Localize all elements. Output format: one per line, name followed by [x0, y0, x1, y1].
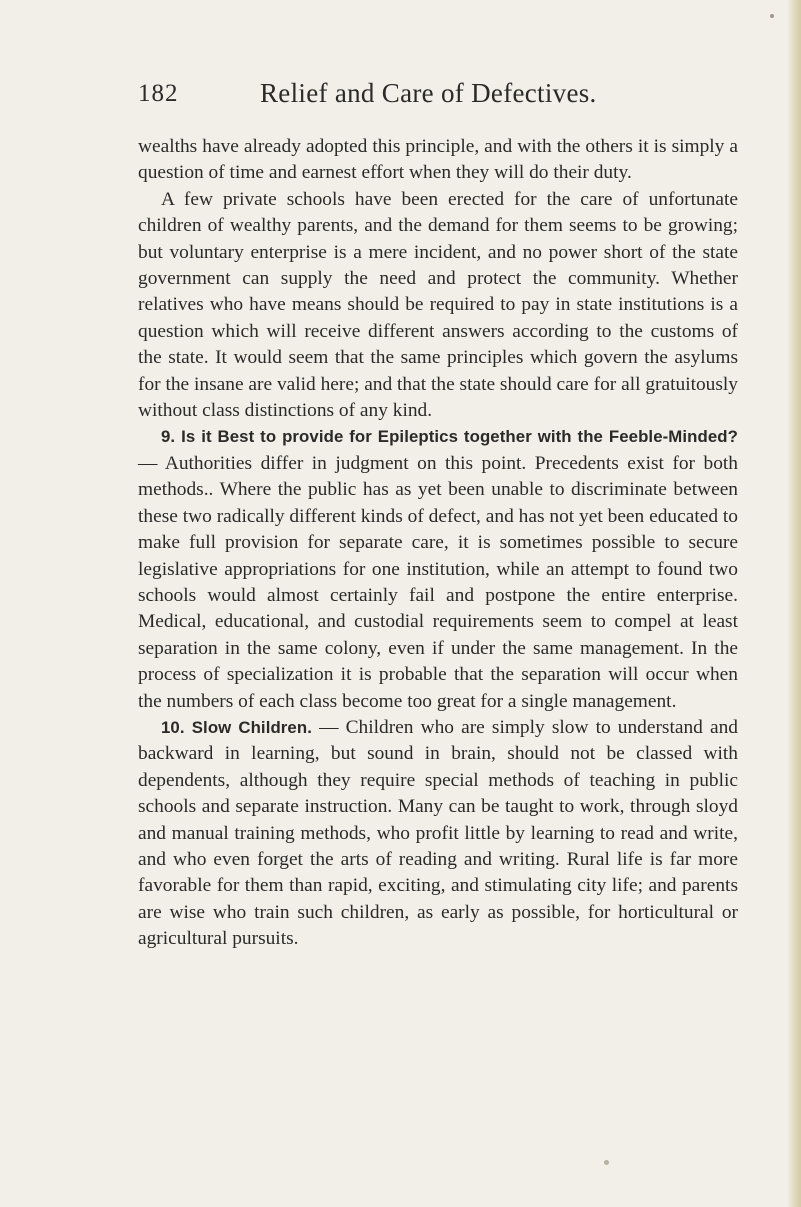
page-edge-shadow [787, 0, 801, 1207]
page-number: 182 [138, 80, 179, 107]
section-9-heading: Is it Best to provide for Epileptics together with the Feeble-Minded? [181, 427, 738, 447]
section-9-number: 9. [161, 427, 176, 447]
running-title: Relief and Care of Defectives. [260, 78, 597, 108]
section-9-text: — Authorities differ in judgment on this point. Precedents exist for both methods.. Where the public has as yet been unable to discriminate between these two radically different kinds of defect, and has not yet been educated to make full provision for separate care, it is sometimes possible to secure legislative appropriations for one institution, while an attempt to found two schools would almost certainly fail and postpone the entire enterprise. Medical, educational, and custodial requirements seem to compel at least separation in the same colony, even if under the same management. In the process of specialization it is probable that the separation will occur when the numbers of each class become too great for a single management. [138, 452, 738, 712]
section-10-number: 10. [161, 717, 185, 737]
page-header [138, 80, 738, 116]
body-text [138, 134, 738, 953]
paper-speck [770, 14, 774, 18]
section-10 [138, 715, 738, 953]
section-9 [138, 424, 738, 714]
section-10-heading: Slow Children. [191, 717, 312, 737]
section-10-text: — Children who are simply slow to understand and backward in learning, but sound in brain, should not be classed with dependents, although they require special methods of teaching in public schools and separate instruction. Many can be taught to work, through sloyd and manual training methods, who profit little by learning to read and write, and who even forget the arts of reading and writing. Rural life is far more favorable for them than rapid, exciting, and stimulating city life; and parents are wise who train such children, as early as possible, for horticultural or agricultural pursuits. [138, 716, 738, 950]
paragraph-private-schools: A few private schools have been erected for the care of unfortunate children of wealthy parents, and the demand for them seems to be growing; but voluntary enterprise is a mere incident, and no power short of the state government can supply the need and protect the community. Whether relatives who have means should be required to pay in state institutions is a question which will receive different answers according to the customs of the state. It would seem that the same principles which govern the asylums for the insane are valid here; and that the state should care for all gratuitously without class distinctions of any kind. [138, 188, 738, 422]
paper-speck [604, 1160, 609, 1165]
paragraph-continued: wealths have already adopted this principle, and with the others it is simply a question of time and earnest effort when they will do their duty. [138, 136, 738, 184]
